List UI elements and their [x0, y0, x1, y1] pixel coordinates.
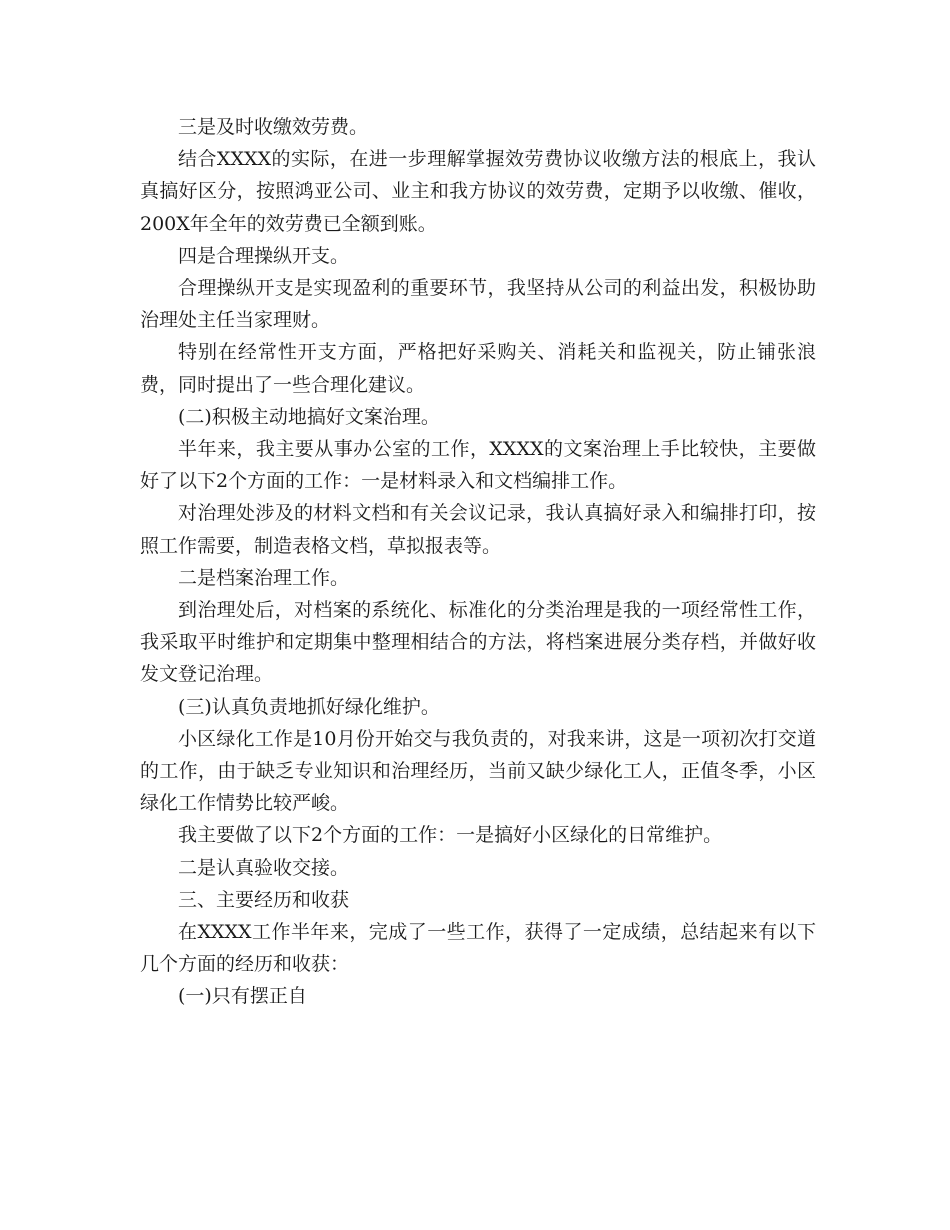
section-heading: (一)只有摆正自 [178, 985, 307, 1008]
paragraph: 二是档案治理工作。 [178, 566, 350, 589]
paragraph: 半年来，我主要从事办公室的工作，XXXX的文案治理上手比较快，主要做好了以下2个方面的工作：一是材料录入和文档编排工作。 [140, 438, 816, 493]
section-heading: (三)认真负责地抓好绿化维护。 [178, 695, 440, 718]
paragraph: 二是认真验收交接。 [178, 856, 350, 879]
paragraph: 到治理处后，对档案的系统化、标准化的分类治理是我的一项经常性工作，我采取平时维护和定期集中整理相结合的方法，将档案进展分类存档，并做好收发文登记治理。 [140, 599, 816, 686]
paragraph: 小区绿化工作是10月份开始交与我负责的，对我来讲，这是一项初次打交道的工作，由于缺乏专业知识和治理经历，当前又缺少绿化工人，正值冬季，小区绿化工作情势比较严峻。 [140, 727, 816, 815]
section-heading: (二)积极主动地搞好文案治理。 [178, 405, 440, 428]
document-body [140, 111, 816, 1013]
paragraph: 结合XXXX的实际，在进一步理解掌握效劳费协议收缴方法的根底上，我认真搞好区分，按照鸿亚公司、业主和我方协议的效劳费，定期予以收缴、催收，200X年全年的效劳费已全额到账。 [140, 148, 816, 235]
paragraph: 我主要做了以下2个方面的工作：一是搞好小区绿化的日常维护。 [178, 824, 723, 847]
paragraph: 合理操纵开支是实现盈利的重要环节，我坚持从公司的利益出发，积极协助治理处主任当家理财。 [140, 277, 816, 332]
paragraph: 三是及时收缴效劳费。 [178, 116, 369, 138]
paragraph: 特别在经常性开支方面，严格把好采购关、消耗关和监视关，防止铺张浪费，同时提出了一些合理化建议。 [140, 341, 816, 396]
paragraph: 四是合理操纵开支。 [178, 244, 350, 267]
section-heading: 三、主要经历和收获 [178, 888, 350, 911]
paragraph: 在XXXX工作半年来，完成了一些工作，获得了一定成绩，总结起来有以下几个方面的经历和收获： [140, 921, 816, 976]
paragraph: 对治理处涉及的材料文档和有关会议记录，我认真搞好录入和编排打印，按照工作需要，制造表格文档，草拟报表等。 [140, 502, 816, 557]
